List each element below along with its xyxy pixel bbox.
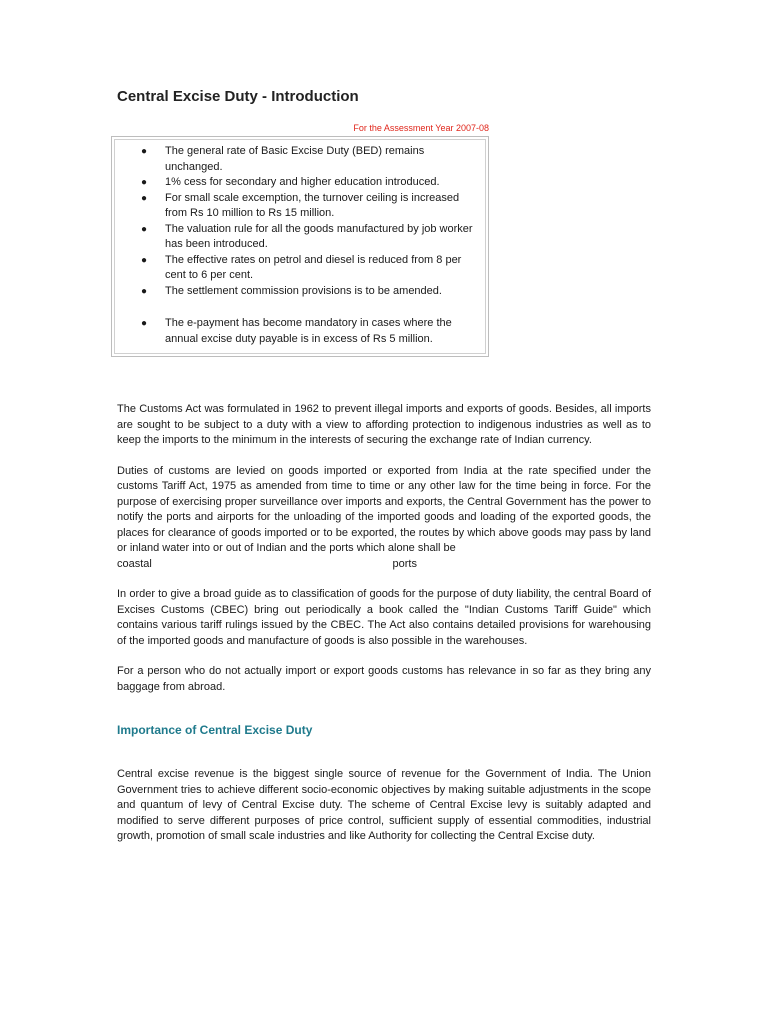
- bullet-icon: ●: [141, 146, 148, 157]
- list-item: [115, 253, 477, 284]
- assessment-year-label: For the Assessment Year 2007-08: [353, 123, 489, 133]
- list-item-text: 1% cess for secondary and higher education introduced.: [165, 176, 440, 188]
- tariff-guide-paragraph: In order to give a broad guide as to classification of goods for the purpose of duty liability, the central Board of Excises Customs (CBEC) bring out periodically a book called the "Indian Customs Tariff Guide" which contains various tariff rulings issued by the CBEC. The Act also contains detailed provisions for warehousing of the imported goods and manufacture of goods is also possible in the warehouses.: [117, 588, 651, 647]
- budget-highlights-box: [111, 136, 489, 357]
- page-title: Central Excise Duty - Introduction: [117, 88, 359, 105]
- ports-word: ports: [392, 557, 417, 570]
- importance-heading: Importance of Central Excise Duty: [117, 723, 313, 737]
- duties-of-customs-text: Duties of customs are levied on goods imported or exported from India at the rate specified under the customs Tariff Act, 1975 as amended from time to time or any other law for the time being in force. For the purpose of exercising proper surveillance over imports and exports, the Central Government has the power to notify the ports and airports for the unloading of the imported goods and loading of the exported goods, the places for clearance of goods imported or to be exported, the routes by which above goods may pass by land or inland water into or out of Indian and the ports which alone shall be: [117, 464, 651, 554]
- list-item-text: The e-payment has become mandatory in cases where the annual excise duty payable is in excess of Rs 5 million.: [165, 317, 452, 345]
- baggage-paragraph: For a person who do not actually import or export goods customs has relevance in so far as they bring any baggage from abroad.: [117, 665, 651, 693]
- list-item-text: The general rate of Basic Excise Duty (BED) remains unchanged.: [165, 145, 425, 173]
- list-item-text: The effective rates on petrol and diesel is reduced from 8 per cent to 6 per cent.: [165, 253, 462, 281]
- bullet-icon: ●: [141, 254, 148, 266]
- bullet-icon: ●: [141, 192, 148, 204]
- list-item: [115, 316, 477, 347]
- importance-paragraph: Central excise revenue is the biggest single source of revenue for the Government of India. The Union Government tries to achieve different socio-economic objectives by making suitable adjustments in the scope and quantum of levy of Central Excise duty. The scheme of Central Excise levy is suitably adapted and modified to serve different purposes of price control, sufficient supply of essential commodities, industrial growth, promotion of small scale industries and like Authority for collecting the Central Excise duty.: [117, 768, 651, 842]
- document-page: [117, 86, 651, 845]
- list-item: [115, 144, 477, 175]
- list-item-text: The valuation rule for all the goods manufactured by job worker has been introduced.: [165, 222, 473, 250]
- bullet-icon: ●: [141, 285, 148, 297]
- bullet-icon: ●: [141, 223, 148, 235]
- list-item-text: The settlement commission provisions is to be amended.: [165, 284, 442, 297]
- highlights-list: [115, 144, 477, 347]
- duties-of-customs-paragraph: [117, 464, 651, 573]
- customs-act-paragraph: The Customs Act was formulated in 1962 to prevent illegal imports and exports of goods. Besides, all imports are sought to be subject to a duty with a view to affording protection to indigenous industries as well as to keep the imports to the minimum in the interests of securing the exchange rate of Indian currency.: [117, 403, 651, 446]
- bullet-icon: ●: [141, 177, 148, 188]
- bullet-icon: ●: [141, 318, 148, 329]
- list-item: [115, 191, 477, 222]
- list-item: [115, 284, 477, 300]
- coastal-word: coastal: [117, 557, 152, 570]
- list-item: [115, 175, 477, 191]
- list-item: [115, 222, 477, 253]
- list-item-text: For small scale excemption, the turnover ceiling is increased from Rs 10 million to Rs 15 million.: [165, 191, 460, 219]
